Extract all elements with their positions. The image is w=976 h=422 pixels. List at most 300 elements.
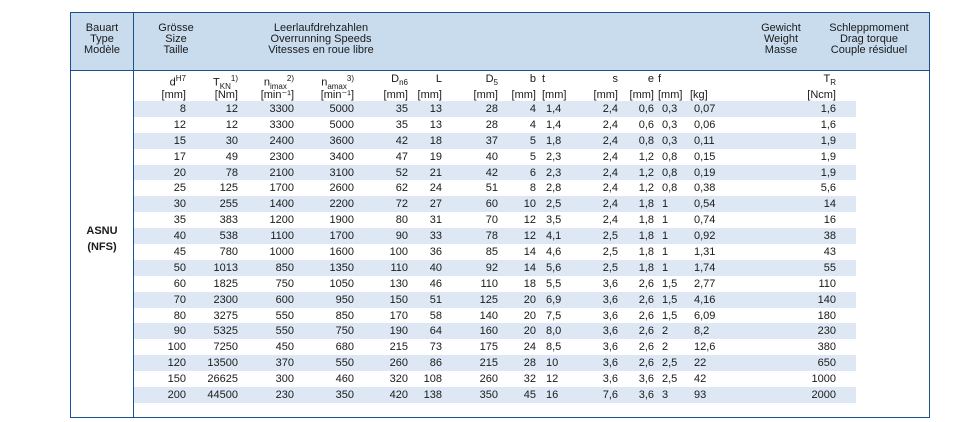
table-cell: 51 [485, 182, 498, 195]
table-cell: 10 [504, 196, 542, 212]
column-symbol: L [435, 73, 442, 85]
table-cell: 16 [542, 387, 574, 403]
table-cell: 5000 [300, 101, 362, 117]
table-cell: 0,8 [658, 165, 690, 181]
table-cell: 3,5 [546, 214, 562, 227]
table-cell: 260 [362, 355, 414, 371]
table-cell: 80 [395, 214, 408, 227]
table-cell: 10 [542, 355, 574, 371]
table-cell: 38 [750, 228, 856, 244]
table-cell: 2,5 [602, 245, 618, 258]
table-cell: 230 [242, 387, 300, 403]
column-unit: [mm] [658, 89, 683, 101]
column-unit: [mm] [161, 89, 186, 101]
table-cell: 28 [504, 355, 542, 371]
table-cell: 4 [529, 118, 536, 131]
table-row [134, 339, 856, 355]
table-cell: 4 [504, 101, 542, 117]
table-cell: 3,6 [602, 309, 618, 322]
table-cell: 15 [134, 133, 190, 149]
table-cell: 120 [134, 355, 190, 371]
table-cell: 80 [173, 309, 186, 322]
table-cell: 42 [448, 165, 504, 181]
table-row [134, 276, 856, 292]
table-cell: 3,6 [602, 373, 618, 386]
table-cell: 180 [817, 309, 836, 322]
table-cell: 450 [275, 341, 294, 354]
table-cell: 1,5 [662, 277, 678, 290]
table-cell: 1,8 [622, 196, 658, 212]
table-cell: 1,8 [622, 228, 658, 244]
table-cell: 3400 [329, 150, 354, 163]
table-cell: 21 [414, 165, 448, 181]
table-cell: 0,15 [694, 150, 716, 163]
table-cell: 2,3 [542, 165, 574, 181]
column-symbol: $d^{H7}$ [169, 74, 186, 89]
table-row [134, 165, 856, 181]
table-cell: 1,8 [638, 245, 654, 258]
table-cell: 86 [414, 355, 448, 371]
table-cell: 140 [750, 292, 856, 308]
table-cell: 750 [275, 277, 294, 290]
table-cell: 36 [429, 245, 442, 258]
column-unit: [mm] [511, 89, 536, 101]
table-cell: 8 [529, 182, 536, 195]
header-groesse [151, 23, 201, 56]
table-cell: 1100 [242, 228, 300, 244]
column-unit: [min⁻¹] [260, 89, 294, 101]
table-row [134, 133, 856, 149]
table-cell: 550 [275, 309, 294, 322]
table-cell: 190 [362, 323, 414, 339]
model-name: ASNU [86, 225, 118, 237]
header-groesse-de: Grösse [158, 22, 194, 34]
table-cell: 1200 [269, 214, 294, 227]
table-cell: 2,4 [602, 118, 618, 131]
table-cell: 2300 [190, 292, 242, 308]
table-cell: 2,5 [574, 228, 622, 244]
column-unit: [mm] [542, 89, 567, 101]
table-row [134, 228, 856, 244]
table-cell: 5,5 [546, 277, 562, 290]
table-cell: 13500 [190, 355, 242, 371]
header-drag [819, 23, 919, 56]
column-symbol: s [612, 73, 618, 85]
table-cell: 37 [448, 133, 504, 149]
table-cell: 0,07 [690, 101, 750, 117]
column-symbol: b [529, 73, 536, 85]
table-cell: 5325 [190, 323, 242, 339]
table-cell: 3,6 [574, 323, 622, 339]
table-cell: 6,09 [694, 309, 716, 322]
table-cell: 0,6 [638, 118, 654, 131]
table-row [134, 355, 856, 371]
table-cell: 2,5 [662, 373, 678, 386]
table-cell: 5 [504, 133, 542, 149]
table-cell: 1,4 [546, 118, 562, 131]
table-cell: 2,6 [622, 323, 658, 339]
table-cell: 17 [173, 150, 186, 163]
table-cell: 1 [662, 245, 669, 258]
table-cell: 3 [658, 387, 690, 403]
header-gewicht [751, 23, 811, 56]
table-cell: 55 [750, 260, 856, 276]
column-symbol: $D_{n6}$ [391, 73, 408, 88]
table-cell: 150 [167, 373, 186, 386]
table-cell: 1400 [242, 196, 300, 212]
table-cell: 3,6 [638, 373, 654, 386]
table-cell: 43 [823, 245, 836, 258]
table-cell: 5,6 [820, 182, 836, 195]
table-cell: 320 [389, 373, 408, 386]
table-cell: 12,6 [694, 341, 716, 354]
table-cell: 93 [690, 387, 750, 403]
table-cell: 3,6 [602, 277, 618, 290]
table-cell: 12 [504, 228, 542, 244]
table-cell: 8,2 [690, 323, 750, 339]
table-cell: 31 [429, 214, 442, 227]
table-cell: 255 [190, 196, 242, 212]
table-cell: 2 [662, 341, 669, 354]
table-cell: 24 [429, 182, 442, 195]
table-cell: 2,6 [622, 355, 658, 371]
table-cell: 0,38 [694, 182, 716, 195]
column-symbol: $D_5$ [485, 73, 498, 88]
table-cell: 1700 [269, 182, 294, 195]
table-cell: 19 [429, 150, 442, 163]
table-cell: 2,4 [574, 165, 622, 181]
table-row [134, 149, 856, 165]
header-speeds [251, 23, 391, 56]
header-speeds-en: Overrunning Speeds [270, 33, 372, 45]
table-cell: 2,6 [638, 341, 654, 354]
table-cell: 25 [173, 182, 186, 195]
table-cell: 1,4 [542, 101, 574, 117]
table-cell: 538 [190, 228, 242, 244]
column-unit: [mm] [383, 89, 408, 101]
header-groesse-fr: Taille [163, 44, 189, 56]
table-cell: 4,16 [690, 292, 750, 308]
table-cell: 2,3 [546, 150, 562, 163]
table-cell: 3,6 [622, 387, 658, 403]
table-cell: 2100 [242, 165, 300, 181]
table-cell: 2600 [329, 182, 354, 195]
table-cell: 85 [485, 245, 498, 258]
table-cell: 100 [167, 341, 186, 354]
table-row [134, 387, 856, 403]
table-cell: 160 [448, 323, 504, 339]
column-symbol: $T_{KN}^{1)}$ [213, 74, 238, 91]
table-cell: 22 [690, 355, 750, 371]
table-cell: 1 [658, 260, 690, 276]
table-cell: 350 [300, 387, 362, 403]
table-cell: 0,3 [662, 118, 678, 131]
table-cell: 52 [362, 165, 414, 181]
table-cell: 4,6 [546, 245, 562, 258]
table-cell: 46 [429, 277, 442, 290]
header-bauart-de: Bauart [85, 22, 119, 34]
table-cell: 2300 [269, 150, 294, 163]
table-cell: 1,9 [750, 133, 856, 149]
table-cell: 650 [750, 355, 856, 371]
table-row [134, 323, 856, 339]
table-cell: 1,8 [638, 214, 654, 227]
table-cell: 125 [219, 182, 238, 195]
header-drag-de: Schleppmoment [829, 22, 909, 34]
table-cell: 0,74 [694, 214, 716, 227]
table-cell: 14 [750, 196, 856, 212]
table-row [134, 371, 856, 387]
table-cell: 6 [504, 165, 542, 181]
table-cell: 370 [242, 355, 300, 371]
table-cell: 35 [362, 101, 414, 117]
table-header [71, 13, 929, 71]
table-cell: 16 [823, 214, 836, 227]
header-bauart-fr: Modèle [83, 44, 121, 56]
table-cell: 850 [242, 260, 300, 276]
table-cell: 1000 [811, 373, 836, 386]
table-cell: 64 [414, 323, 448, 339]
table-cell: 30 [134, 196, 190, 212]
table-cell: 215 [389, 341, 408, 354]
table-row [134, 117, 856, 133]
table-cell: 8,5 [546, 341, 562, 354]
table-cell: 2,4 [574, 101, 622, 117]
table-cell: 2,5 [658, 355, 690, 371]
table-cell: 1,6 [750, 101, 856, 117]
table-cell: 2,77 [694, 277, 716, 290]
column-unit: [mm] [629, 89, 654, 101]
table-cell: 18 [523, 277, 536, 290]
table-cell: 0,19 [690, 165, 750, 181]
header-gewicht-de: Gewicht [761, 22, 801, 34]
table-cell: 32 [523, 373, 536, 386]
table-cell: 14 [523, 245, 536, 258]
table-cell: 90 [362, 228, 414, 244]
table-cell: 20 [504, 292, 542, 308]
table-cell: 20 [523, 309, 536, 322]
table-cell: 125 [448, 292, 504, 308]
table-cell: 420 [362, 387, 414, 403]
table-row [134, 101, 856, 117]
table-cell: 1,6 [820, 118, 836, 131]
table-cell: 1900 [329, 214, 354, 227]
table-cell: 2,5 [542, 196, 574, 212]
table-cell: 33 [414, 228, 448, 244]
table-cell: 58 [429, 309, 442, 322]
column-unit: [mm] [417, 89, 442, 101]
column-unit: [kg] [690, 89, 708, 101]
table-cell: 170 [389, 309, 408, 322]
table-cell: 70 [485, 214, 498, 227]
table-cell: 950 [300, 292, 362, 308]
table-cell: 2200 [300, 196, 362, 212]
table-cell: 0,3 [658, 133, 690, 149]
table-cell: 0,8 [662, 182, 678, 195]
table-cell: 600 [242, 292, 300, 308]
table-cell: 7,5 [546, 309, 562, 322]
table-cell: 850 [335, 309, 354, 322]
table-row [134, 292, 856, 308]
table-cell: 1000 [269, 245, 294, 258]
table-row [134, 260, 856, 276]
table-cell: 750 [300, 323, 362, 339]
table-cell: 2,4 [602, 182, 618, 195]
table-cell: 215 [448, 355, 504, 371]
table-cell: 3600 [300, 133, 362, 149]
table-cell: 7250 [213, 341, 238, 354]
column-unit: [Nm] [214, 89, 238, 101]
table-cell: 70 [134, 292, 190, 308]
table-cell: 12 [190, 101, 242, 117]
column-symbol: $T_R$ [823, 73, 836, 88]
table-cell: 2,4 [602, 214, 618, 227]
table-cell: 35 [173, 214, 186, 227]
table-cell: 3,6 [602, 341, 618, 354]
table-cell: 8,0 [542, 323, 574, 339]
data-table [134, 101, 856, 403]
table-row [134, 212, 856, 228]
table-cell: 1,5 [658, 292, 690, 308]
spec-table-frame [70, 12, 930, 418]
header-bauart [71, 23, 133, 56]
table-cell: 50 [134, 260, 190, 276]
table-cell: 230 [750, 323, 856, 339]
table-cell: 140 [479, 309, 498, 322]
column-unit: [mm] [473, 89, 498, 101]
table-cell: 0,8 [662, 150, 678, 163]
column-symbol: t [542, 73, 546, 85]
column-symbol: e [647, 73, 654, 85]
table-cell: 3100 [300, 165, 362, 181]
table-cell: 28 [448, 101, 504, 117]
table-cell: 110 [818, 277, 836, 290]
table-cell: 110 [480, 277, 498, 290]
header-gewicht-en: Weight [763, 33, 799, 45]
table-cell: 1,74 [690, 260, 750, 276]
table-cell: 44500 [190, 387, 242, 403]
table-row [134, 308, 856, 324]
header-speeds-fr: Vitesses en roue libre [268, 44, 374, 56]
table-cell: 3275 [213, 309, 238, 322]
table-cell: 460 [335, 373, 354, 386]
table-cell: 2000 [750, 387, 856, 403]
table-cell: 175 [479, 341, 498, 354]
table-cell: 60 [448, 196, 504, 212]
table-cell: 40 [485, 150, 498, 163]
table-cell: 300 [275, 373, 294, 386]
table-cell: 550 [300, 355, 362, 371]
table-cell: 5 [529, 150, 536, 163]
table-cell: 2,6 [638, 277, 654, 290]
table-cell: 47 [395, 150, 408, 163]
table-cell: 3,6 [574, 292, 622, 308]
table-cell: 26625 [207, 373, 238, 386]
table-cell: 40 [414, 260, 448, 276]
column-unit: [mm] [593, 89, 618, 101]
table-cell: 138 [414, 387, 448, 403]
table-cell: 7,6 [574, 387, 622, 403]
table-cell: 35 [395, 118, 408, 131]
table-cell: 1 [662, 214, 669, 227]
column-unit: [Ncm] [807, 89, 836, 101]
column-symbol: f [658, 73, 662, 85]
table-cell: 40 [134, 228, 190, 244]
table-cell: 1700 [300, 228, 362, 244]
table-cell: 24 [523, 341, 536, 354]
table-cell: 3,6 [574, 355, 622, 371]
model-label [71, 223, 133, 255]
table-cell: 1,8 [542, 133, 574, 149]
table-cell: 1350 [300, 260, 362, 276]
table-cell: 1050 [329, 277, 354, 290]
table-cell: 1013 [190, 260, 242, 276]
table-cell: 1 [658, 196, 690, 212]
table-cell: 200 [134, 387, 190, 403]
table-cell: 350 [448, 387, 504, 403]
table-cell: 12 [225, 118, 238, 131]
table-cell: 92 [448, 260, 504, 276]
table-cell: 60 [173, 277, 186, 290]
table-cell: 150 [362, 292, 414, 308]
table-cell: 27 [414, 196, 448, 212]
table-cell: 12 [546, 373, 559, 386]
table-cell: 0,54 [690, 196, 750, 212]
table-cell: 78 [448, 228, 504, 244]
table-cell: 2,4 [574, 196, 622, 212]
table-cell: 2,4 [602, 150, 618, 163]
model-code: (NFS) [87, 241, 117, 253]
table-cell: 12 [173, 118, 186, 131]
table-cell: 5000 [329, 118, 354, 131]
table-cell: 3300 [269, 118, 294, 131]
header-groesse-en: Size [165, 33, 187, 45]
table-cell: 8 [134, 101, 190, 117]
table-cell: 49 [225, 150, 238, 163]
table-cell: 5,6 [542, 260, 574, 276]
table-cell: 680 [335, 341, 354, 354]
table-cell: 130 [389, 277, 408, 290]
table-cell: 20 [504, 323, 542, 339]
header-drag-fr: Couple résiduel [830, 44, 908, 56]
table-cell: 1 [658, 228, 690, 244]
table-cell: 780 [219, 245, 238, 258]
table-cell: 108 [423, 373, 442, 386]
header-drag-en: Drag torque [839, 33, 899, 45]
header-speeds-de: Leerlaufdrehzahlen [273, 22, 369, 34]
table-cell: 0,92 [690, 228, 750, 244]
table-cell: 18 [414, 133, 448, 149]
header-bauart-en: Type [90, 33, 114, 45]
table-cell: 1,2 [638, 150, 654, 163]
table-cell: 110 [362, 260, 414, 276]
table-cell: 51 [414, 292, 448, 308]
table-cell: 2400 [242, 133, 300, 149]
table-cell: 380 [817, 341, 836, 354]
table-cell: 30 [190, 133, 242, 149]
table-cell: 383 [219, 214, 238, 227]
table-cell: 1,2 [638, 182, 654, 195]
table-cell: 12 [523, 214, 536, 227]
table-cell: 0,8 [622, 133, 658, 149]
table-cell: 45 [173, 245, 186, 258]
table-cell: 3300 [242, 101, 300, 117]
table-cell: 2,5 [574, 260, 622, 276]
table-row [134, 196, 856, 212]
table-cell: 0,06 [694, 118, 716, 131]
table-cell: 1,31 [694, 245, 716, 258]
table-cell: 0,3 [658, 101, 690, 117]
